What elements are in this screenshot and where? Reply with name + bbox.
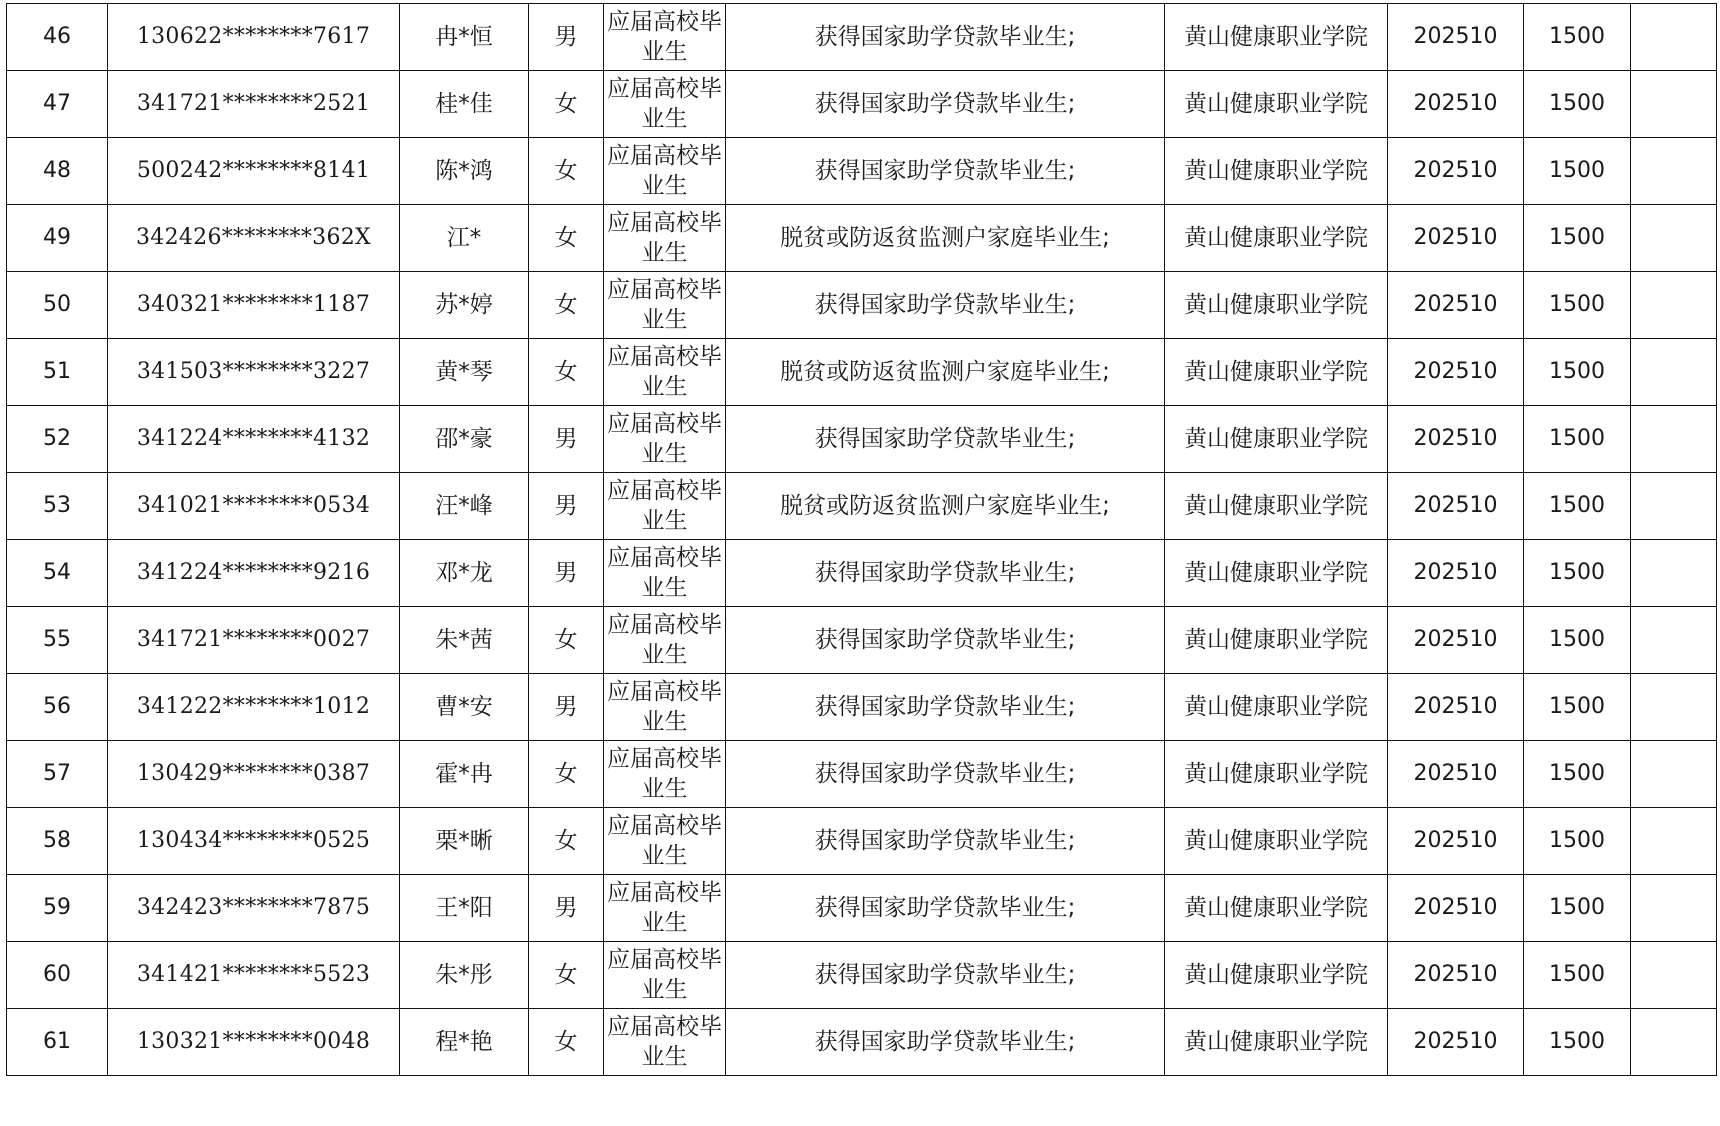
gender-cell: 女 (529, 942, 604, 1009)
period-cell: 202510 (1388, 808, 1524, 875)
table-row (7, 607, 1717, 674)
person-type-cell: 应届高校毕业生 (604, 4, 726, 71)
person-type-cell: 应届高校毕业生 (604, 942, 726, 1009)
school-cell: 黄山健康职业学院 (1165, 4, 1388, 71)
school-cell: 黄山健康职业学院 (1165, 1009, 1388, 1076)
remark-cell (1631, 808, 1717, 875)
person-type-cell: 应届高校毕业生 (604, 540, 726, 607)
remark-cell (1631, 272, 1717, 339)
table-row (7, 808, 1717, 875)
id-number-cell: 130321********0048 (108, 1009, 400, 1076)
amount-cell: 1500 (1524, 607, 1631, 674)
period-cell: 202510 (1388, 4, 1524, 71)
amount-cell: 1500 (1524, 674, 1631, 741)
remark-cell (1631, 607, 1717, 674)
table-row (7, 138, 1717, 205)
amount-cell: 1500 (1524, 339, 1631, 406)
category-cell: 获得国家助学贷款毕业生; (726, 607, 1165, 674)
gender-cell: 男 (529, 875, 604, 942)
id-number-cell: 341503********3227 (108, 339, 400, 406)
name-cell: 桂*佳 (400, 71, 529, 138)
name-cell: 邵*豪 (400, 406, 529, 473)
remark-cell (1631, 205, 1717, 272)
gender-cell: 女 (529, 339, 604, 406)
row-number-cell: 46 (7, 4, 108, 71)
table-row (7, 942, 1717, 1009)
table-row (7, 540, 1717, 607)
gender-cell: 男 (529, 4, 604, 71)
table-row (7, 4, 1717, 71)
row-number-cell: 56 (7, 674, 108, 741)
name-cell: 霍*冉 (400, 741, 529, 808)
school-cell: 黄山健康职业学院 (1165, 406, 1388, 473)
id-number-cell: 341224********9216 (108, 540, 400, 607)
roster-body (7, 4, 1717, 1076)
id-number-cell: 340321********1187 (108, 272, 400, 339)
school-cell: 黄山健康职业学院 (1165, 272, 1388, 339)
school-cell: 黄山健康职业学院 (1165, 138, 1388, 205)
row-number-cell: 51 (7, 339, 108, 406)
name-cell: 陈*鸿 (400, 138, 529, 205)
category-cell: 获得国家助学贷款毕业生; (726, 540, 1165, 607)
amount-cell: 1500 (1524, 540, 1631, 607)
id-number-cell: 341721********0027 (108, 607, 400, 674)
period-cell: 202510 (1388, 205, 1524, 272)
category-cell: 获得国家助学贷款毕业生; (726, 942, 1165, 1009)
amount-cell: 1500 (1524, 473, 1631, 540)
row-number-cell: 59 (7, 875, 108, 942)
row-number-cell: 50 (7, 272, 108, 339)
period-cell: 202510 (1388, 71, 1524, 138)
amount-cell: 1500 (1524, 4, 1631, 71)
amount-cell: 1500 (1524, 272, 1631, 339)
gender-cell: 男 (529, 406, 604, 473)
amount-cell: 1500 (1524, 875, 1631, 942)
name-cell: 邓*龙 (400, 540, 529, 607)
school-cell: 黄山健康职业学院 (1165, 473, 1388, 540)
remark-cell (1631, 1009, 1717, 1076)
person-type-cell: 应届高校毕业生 (604, 473, 726, 540)
name-cell: 朱*茜 (400, 607, 529, 674)
school-cell: 黄山健康职业学院 (1165, 71, 1388, 138)
category-cell: 脱贫或防返贫监测户家庭毕业生; (726, 473, 1165, 540)
school-cell: 黄山健康职业学院 (1165, 205, 1388, 272)
row-number-cell: 48 (7, 138, 108, 205)
amount-cell: 1500 (1524, 71, 1631, 138)
person-type-cell: 应届高校毕业生 (604, 808, 726, 875)
row-number-cell: 58 (7, 808, 108, 875)
period-cell: 202510 (1388, 1009, 1524, 1076)
remark-cell (1631, 138, 1717, 205)
school-cell: 黄山健康职业学院 (1165, 607, 1388, 674)
period-cell: 202510 (1388, 138, 1524, 205)
name-cell: 江* (400, 205, 529, 272)
remark-cell (1631, 71, 1717, 138)
gender-cell: 女 (529, 272, 604, 339)
amount-cell: 1500 (1524, 1009, 1631, 1076)
name-cell: 冉*恒 (400, 4, 529, 71)
person-type-cell: 应届高校毕业生 (604, 875, 726, 942)
period-cell: 202510 (1388, 540, 1524, 607)
category-cell: 获得国家助学贷款毕业生; (726, 272, 1165, 339)
id-number-cell: 130434********0525 (108, 808, 400, 875)
name-cell: 王*阳 (400, 875, 529, 942)
row-number-cell: 52 (7, 406, 108, 473)
category-cell: 获得国家助学贷款毕业生; (726, 4, 1165, 71)
table-row (7, 1009, 1717, 1076)
table-row (7, 406, 1717, 473)
period-cell: 202510 (1388, 674, 1524, 741)
category-cell: 获得国家助学贷款毕业生; (726, 138, 1165, 205)
table-row (7, 674, 1717, 741)
amount-cell: 1500 (1524, 138, 1631, 205)
gender-cell: 女 (529, 741, 604, 808)
period-cell: 202510 (1388, 406, 1524, 473)
table-row (7, 272, 1717, 339)
amount-cell: 1500 (1524, 942, 1631, 1009)
table-row (7, 205, 1717, 272)
remark-cell (1631, 741, 1717, 808)
category-cell: 获得国家助学贷款毕业生; (726, 406, 1165, 473)
id-number-cell: 500242********8141 (108, 138, 400, 205)
name-cell: 栗*晰 (400, 808, 529, 875)
person-type-cell: 应届高校毕业生 (604, 339, 726, 406)
table-row (7, 71, 1717, 138)
table-row (7, 741, 1717, 808)
remark-cell (1631, 875, 1717, 942)
amount-cell: 1500 (1524, 808, 1631, 875)
gender-cell: 女 (529, 205, 604, 272)
amount-cell: 1500 (1524, 741, 1631, 808)
school-cell: 黄山健康职业学院 (1165, 808, 1388, 875)
name-cell: 汪*峰 (400, 473, 529, 540)
name-cell: 曹*安 (400, 674, 529, 741)
remark-cell (1631, 674, 1717, 741)
remark-cell (1631, 540, 1717, 607)
id-number-cell: 341421********5523 (108, 942, 400, 1009)
id-number-cell: 341721********2521 (108, 71, 400, 138)
person-type-cell: 应届高校毕业生 (604, 607, 726, 674)
remark-cell (1631, 406, 1717, 473)
gender-cell: 男 (529, 473, 604, 540)
gender-cell: 女 (529, 808, 604, 875)
gender-cell: 女 (529, 138, 604, 205)
period-cell: 202510 (1388, 473, 1524, 540)
id-number-cell: 342426********362X (108, 205, 400, 272)
id-number-cell: 341222********1012 (108, 674, 400, 741)
id-number-cell: 341021********0534 (108, 473, 400, 540)
amount-cell: 1500 (1524, 406, 1631, 473)
period-cell: 202510 (1388, 875, 1524, 942)
period-cell: 202510 (1388, 607, 1524, 674)
name-cell: 程*艳 (400, 1009, 529, 1076)
person-type-cell: 应届高校毕业生 (604, 138, 726, 205)
gender-cell: 女 (529, 1009, 604, 1076)
school-cell: 黄山健康职业学院 (1165, 540, 1388, 607)
school-cell: 黄山健康职业学院 (1165, 339, 1388, 406)
id-number-cell: 130429********0387 (108, 741, 400, 808)
table-row (7, 473, 1717, 540)
row-number-cell: 47 (7, 71, 108, 138)
name-cell: 苏*婷 (400, 272, 529, 339)
remark-cell (1631, 339, 1717, 406)
category-cell: 获得国家助学贷款毕业生; (726, 674, 1165, 741)
period-cell: 202510 (1388, 942, 1524, 1009)
row-number-cell: 55 (7, 607, 108, 674)
table-row (7, 875, 1717, 942)
row-number-cell: 57 (7, 741, 108, 808)
gender-cell: 女 (529, 71, 604, 138)
period-cell: 202510 (1388, 339, 1524, 406)
school-cell: 黄山健康职业学院 (1165, 741, 1388, 808)
id-number-cell: 130622********7617 (108, 4, 400, 71)
remark-cell (1631, 473, 1717, 540)
person-type-cell: 应届高校毕业生 (604, 741, 726, 808)
category-cell: 脱贫或防返贫监测户家庭毕业生; (726, 339, 1165, 406)
person-type-cell: 应届高校毕业生 (604, 1009, 726, 1076)
school-cell: 黄山健康职业学院 (1165, 674, 1388, 741)
person-type-cell: 应届高校毕业生 (604, 71, 726, 138)
school-cell: 黄山健康职业学院 (1165, 875, 1388, 942)
category-cell: 获得国家助学贷款毕业生; (726, 875, 1165, 942)
category-cell: 获得国家助学贷款毕业生; (726, 71, 1165, 138)
period-cell: 202510 (1388, 272, 1524, 339)
id-number-cell: 342423********7875 (108, 875, 400, 942)
person-type-cell: 应届高校毕业生 (604, 406, 726, 473)
row-number-cell: 54 (7, 540, 108, 607)
person-type-cell: 应届高校毕业生 (604, 272, 726, 339)
table-row (7, 339, 1717, 406)
name-cell: 黄*琴 (400, 339, 529, 406)
gender-cell: 男 (529, 540, 604, 607)
category-cell: 脱贫或防返贫监测户家庭毕业生; (726, 205, 1165, 272)
row-number-cell: 53 (7, 473, 108, 540)
id-number-cell: 341224********4132 (108, 406, 400, 473)
period-cell: 202510 (1388, 741, 1524, 808)
name-cell: 朱*彤 (400, 942, 529, 1009)
subsidy-roster-table (6, 3, 1717, 1076)
category-cell: 获得国家助学贷款毕业生; (726, 1009, 1165, 1076)
remark-cell (1631, 942, 1717, 1009)
person-type-cell: 应届高校毕业生 (604, 674, 726, 741)
person-type-cell: 应届高校毕业生 (604, 205, 726, 272)
row-number-cell: 61 (7, 1009, 108, 1076)
category-cell: 获得国家助学贷款毕业生; (726, 808, 1165, 875)
amount-cell: 1500 (1524, 205, 1631, 272)
category-cell: 获得国家助学贷款毕业生; (726, 741, 1165, 808)
gender-cell: 男 (529, 674, 604, 741)
gender-cell: 女 (529, 607, 604, 674)
school-cell: 黄山健康职业学院 (1165, 942, 1388, 1009)
row-number-cell: 49 (7, 205, 108, 272)
row-number-cell: 60 (7, 942, 108, 1009)
remark-cell (1631, 4, 1717, 71)
